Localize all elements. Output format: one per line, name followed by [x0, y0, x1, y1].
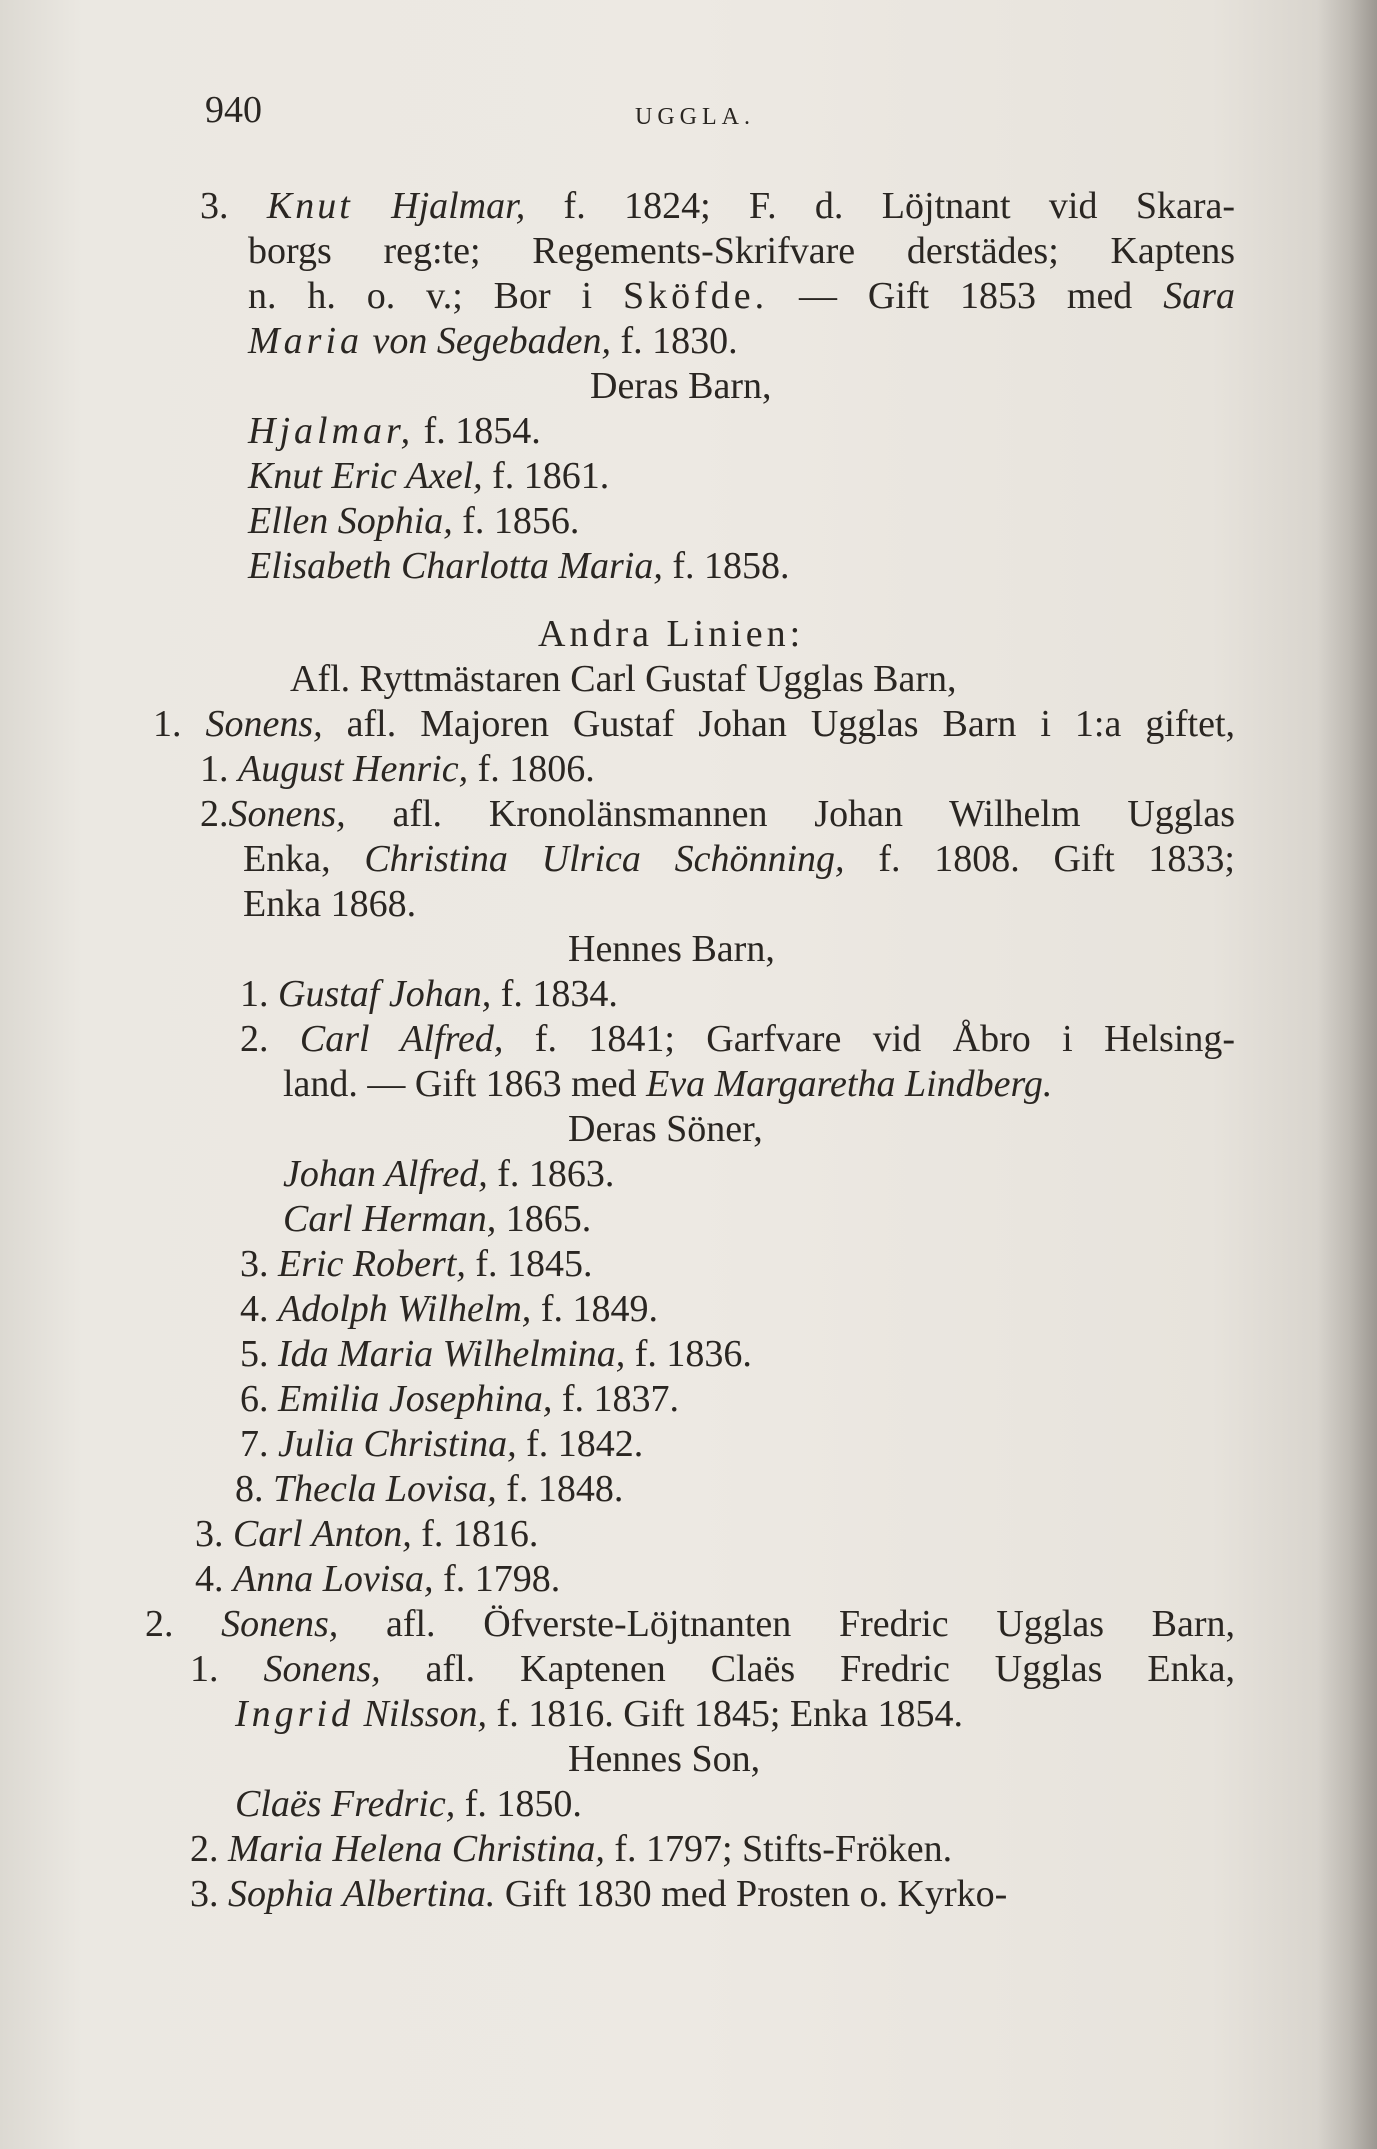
entry-line: 8. Thecla Lovisa, f. 1848.	[235, 1468, 624, 1510]
subheading: Hennes Son,	[568, 1738, 761, 1780]
entry-line: 2. Maria Helena Christina, f. 1797; Stifts-Fröken.	[190, 1828, 953, 1870]
entry-line: 4. Anna Lovisa, f. 1798.	[195, 1558, 561, 1600]
entry-line: borgs reg:te; Regements-Skrifvare derstädes; Kaptens	[248, 230, 1235, 272]
entry-line: land. — Gift 1863 med Eva Margaretha Lindberg.	[283, 1063, 1053, 1105]
entry-line: Afl. Ryttmästaren Carl Gustaf Ugglas Barn,	[290, 658, 957, 700]
entry-line: n. h. o. v.; Bor i Sköfde. — Gift 1853 med Sara	[248, 275, 1235, 317]
page-header	[205, 88, 1235, 138]
entry-line: 2. Sonens, afl. Öfverste-Löjtnanten Fredric Ugglas Barn,	[145, 1603, 1235, 1645]
entry-line: Enka, Christina Ulrica Schönning, f. 1808. Gift 1833;	[243, 838, 1235, 880]
entry-line: 5. Ida Maria Wilhelmina, f. 1836.	[240, 1333, 752, 1375]
entry-line: Carl Herman, 1865.	[283, 1198, 592, 1240]
entry-line: 1. August Henric, f. 1806.	[200, 748, 595, 790]
entry-line: Elisabeth Charlotta Maria, f. 1858.	[248, 545, 790, 587]
entry-line: Johan Alfred, f. 1863.	[283, 1153, 615, 1195]
entry-line: Knut Eric Axel, f. 1861.	[248, 455, 610, 497]
entry-line: 1. Sonens, afl. Majoren Gustaf Johan Ugglas Barn i 1:a giftet,	[153, 703, 1235, 745]
entry-line: 2. Carl Alfred, f. 1841; Garfvare vid Åbro i Helsing-	[240, 1018, 1235, 1060]
spacer	[145, 589, 1235, 612]
entry-line: 3. Knut Hjalmar, f. 1824; F. d. Löjtnant vid Skara-	[200, 185, 1235, 227]
entry-line: 4. Adolph Wilhelm, f. 1849.	[240, 1288, 658, 1330]
subheading: Hennes Barn,	[568, 928, 775, 970]
entry-line: 7. Julia Christina, f. 1842.	[240, 1423, 644, 1465]
page-number: 940	[205, 89, 262, 131]
entry-line: 1. Gustaf Johan, f. 1834.	[240, 973, 618, 1015]
running-title: UGGLA.	[635, 104, 755, 130]
page-body	[145, 184, 1235, 1917]
entry-line: Maria von Segebaden, f. 1830.	[248, 320, 738, 362]
entry-line: 3. Carl Anton, f. 1816.	[195, 1513, 539, 1555]
entry-line: Claës Fredric, f. 1850.	[235, 1783, 582, 1825]
section-heading: Andra Linien:	[538, 613, 805, 655]
subheading: Deras Söner,	[568, 1108, 763, 1150]
entry-line: 1. Sonens, afl. Kaptenen Claës Fredric Ugglas Enka,	[190, 1648, 1235, 1690]
entry-line: 3. Eric Robert, f. 1845.	[240, 1243, 593, 1285]
entry-line: 2.Sonens, afl. Kronolänsmannen Johan Wilhelm Ugglas	[200, 793, 1235, 835]
page-edge-shadow	[1317, 0, 1377, 2149]
entry-line: Hjalmar, f. 1854.	[248, 410, 541, 452]
entry-line: Enka 1868.	[243, 883, 417, 925]
entry-line: Ingrid Nilsson, f. 1816. Gift 1845; Enka 1854.	[235, 1693, 964, 1735]
entry-line: 6. Emilia Josephina, f. 1837.	[240, 1378, 680, 1420]
entry-line: Ellen Sophia, f. 1856.	[248, 500, 580, 542]
entry-line: 3. Sophia Albertina. Gift 1830 med Prosten o. Kyrko-	[190, 1873, 1008, 1915]
subheading: Deras Barn,	[590, 365, 772, 407]
